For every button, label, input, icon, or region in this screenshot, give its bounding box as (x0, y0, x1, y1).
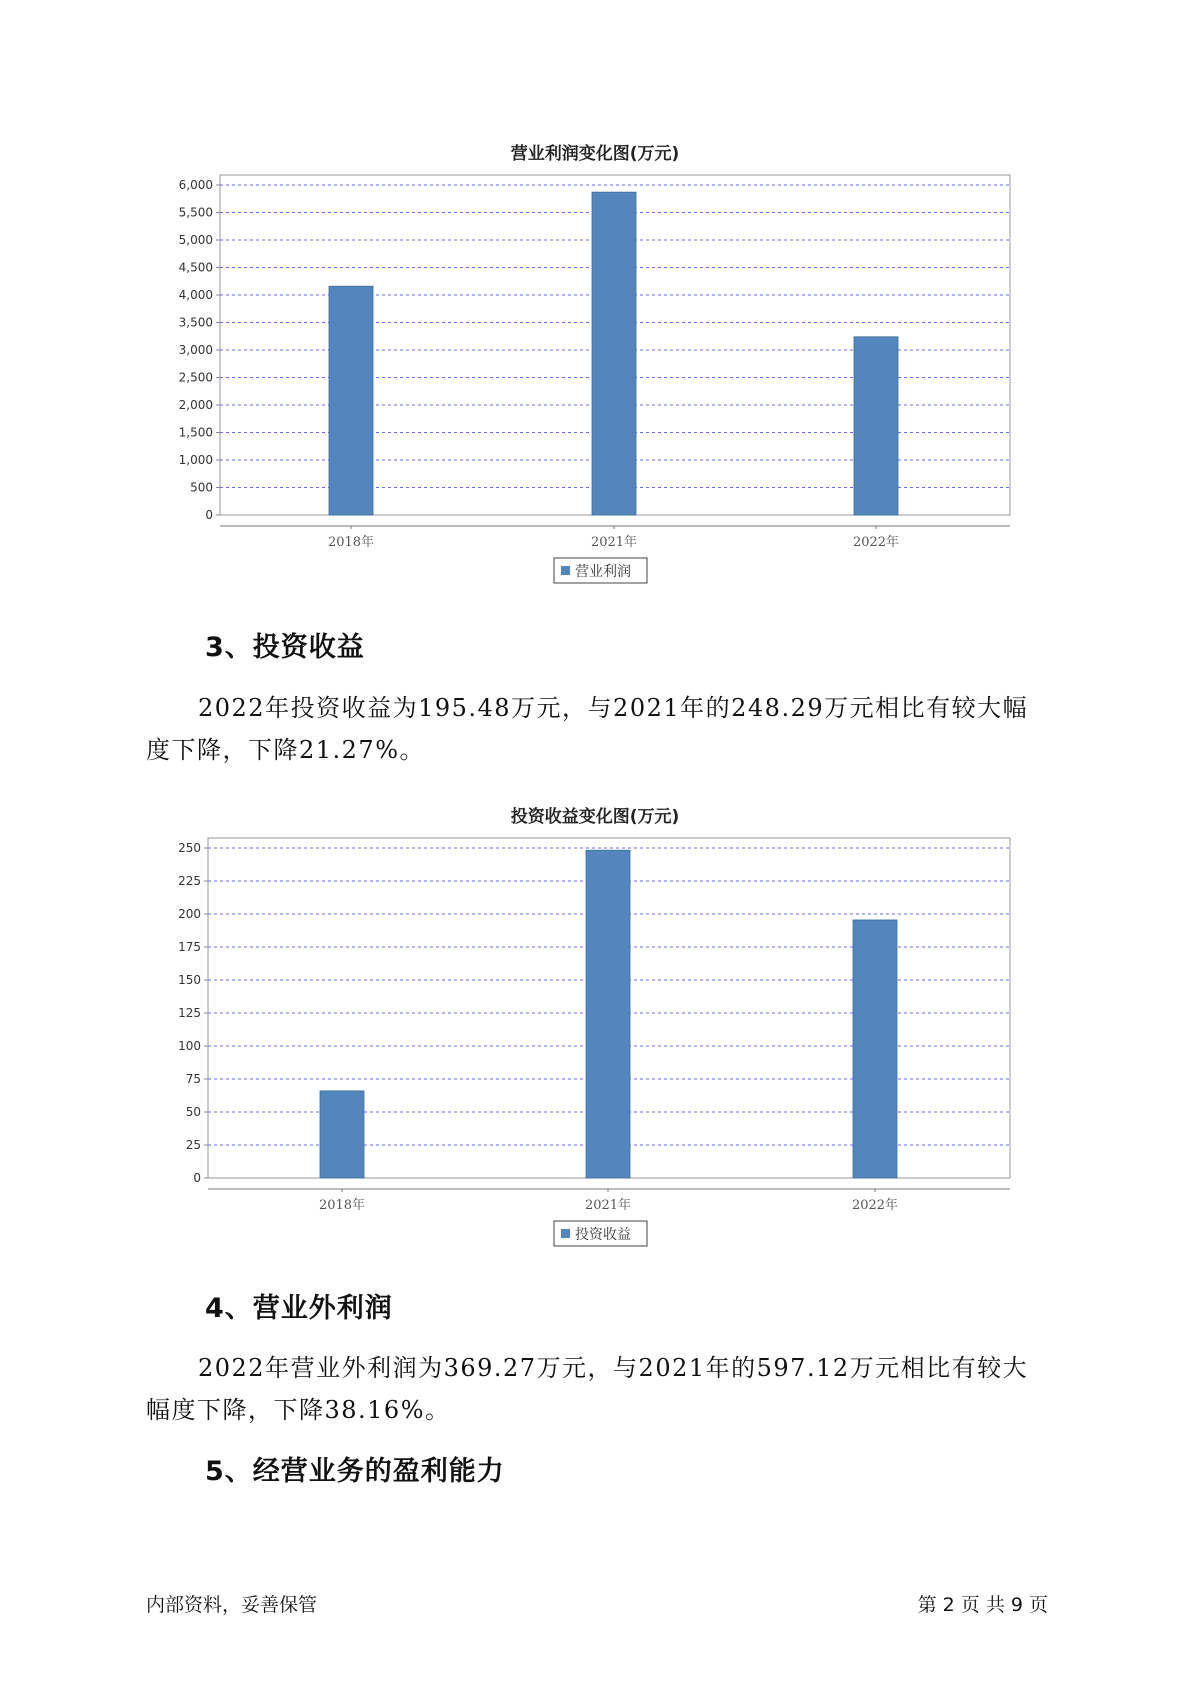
bar-2021年 (586, 850, 630, 1178)
y-tick-label: 200 (178, 907, 201, 921)
legend-swatch (561, 1229, 570, 1238)
legend-swatch (561, 566, 570, 575)
bar-2021年 (592, 192, 636, 515)
bar-2018年 (329, 286, 373, 515)
y-tick-label: 250 (178, 841, 201, 855)
section-4-heading: 4、营业外利润 (205, 1293, 393, 1324)
y-tick-label: 225 (178, 874, 201, 888)
section-4-line1: 2022年营业外利润为369.27万元，与2021年的597.12万元相比有较大 (198, 1354, 1029, 1382)
y-tick-label: 4,000 (178, 288, 213, 302)
operating-profit-chart (0, 130, 1191, 600)
section-3-paragraph (146, 687, 1046, 771)
y-tick-label: 100 (178, 1039, 201, 1053)
x-tick-label: 2022年 (851, 1198, 899, 1213)
y-tick-label: 1,500 (178, 425, 213, 440)
y-tick-label: 6,000 (178, 178, 213, 192)
chart-title: 投资收益变化图(万元) (510, 807, 680, 827)
y-tick-label: 3,500 (178, 315, 213, 330)
operating-profit-chart-svg (0, 130, 1191, 600)
y-tick-label: 75 (185, 1072, 201, 1086)
x-tick-label: 2022年 (852, 535, 900, 550)
y-tick-label: 5,000 (178, 233, 213, 247)
x-tick-label: 2021年 (584, 1198, 632, 1213)
section-5-heading: 5、经营业务的盈利能力 (205, 1456, 505, 1487)
y-tick-label: 125 (178, 1006, 201, 1020)
investment-income-chart (0, 793, 1191, 1263)
footer-left: 内部资料，妥善保管 (146, 1594, 318, 1616)
section-3-heading: 3、投资收益 (205, 632, 365, 663)
y-tick-label: 25 (185, 1138, 201, 1152)
legend-label: 营业利润 (575, 564, 631, 580)
bar-2022年 (853, 920, 897, 1178)
footer-page-number: 第 2 页 共 9 页 (917, 1594, 1048, 1616)
y-tick-label: 175 (178, 940, 201, 954)
y-tick-label: 50 (185, 1105, 201, 1119)
y-tick-label: 0 (193, 1171, 201, 1185)
bar-2022年 (854, 337, 898, 515)
y-tick-label: 1,000 (178, 453, 213, 467)
section-3-line2: 度下降，下降21.27%。 (146, 736, 426, 764)
section-4-line2: 幅度下降，下降38.16%。 (146, 1396, 451, 1424)
y-tick-label: 0 (205, 508, 213, 522)
bar-2018年 (320, 1091, 364, 1178)
section-3-line1: 2022年投资收益为195.48万元，与2021年的248.29万元相比有较大幅 (198, 694, 1029, 722)
investment-income-chart-svg (0, 793, 1191, 1263)
x-tick-label: 2018年 (327, 535, 375, 550)
y-tick-label: 500 (190, 480, 213, 495)
y-tick-label: 2,500 (178, 370, 213, 385)
section-4-paragraph (146, 1347, 1046, 1431)
y-tick-label: 150 (178, 973, 201, 987)
x-tick-label: 2018年 (318, 1198, 366, 1213)
y-tick-label: 5,500 (178, 205, 213, 220)
legend-label: 投资收益 (575, 1227, 631, 1243)
y-tick-label: 3,000 (178, 343, 213, 357)
x-tick-label: 2021年 (590, 535, 638, 550)
y-tick-label: 4,500 (178, 260, 213, 275)
y-tick-label: 2,000 (178, 398, 213, 412)
chart-title: 营业利润变化图(万元) (510, 144, 680, 164)
